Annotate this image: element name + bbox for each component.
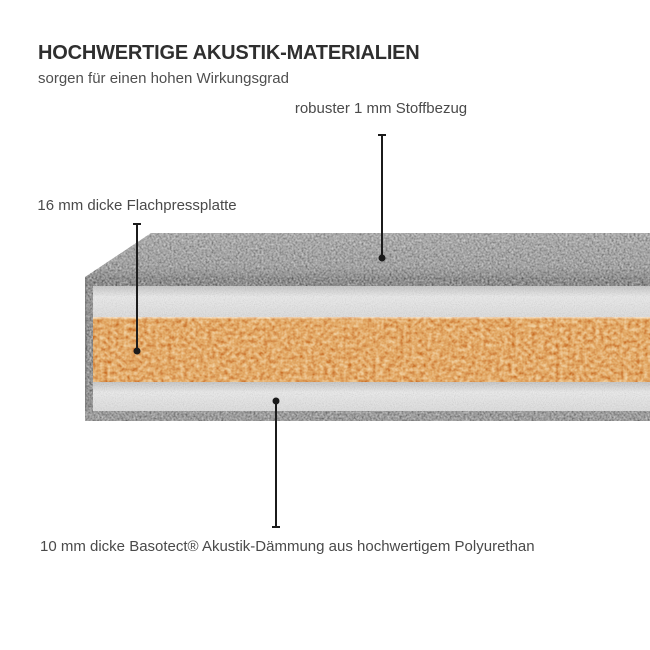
panel-top-face-shading (85, 233, 650, 277)
page-subtitle: sorgen für einen hohen Wirkungsgrad (38, 70, 289, 87)
callout-chipboard: 16 mm dicke Flachpressplatte (37, 197, 237, 214)
panel-side-edge-line (85, 280, 87, 418)
callout-acoustic-foam: 10 mm dicke Basotect® Akustik-Dämmung aus hochwertigem Polyurethan (40, 538, 535, 555)
leader-chipboard-dot (134, 348, 141, 355)
chipboard-core-layer (93, 317, 650, 382)
fabric-front-edge (85, 277, 650, 286)
chipboard-top-highlight (93, 317, 650, 319)
bottom-cover-band (85, 411, 650, 421)
leader-fabric-dot (379, 255, 386, 262)
foam-lower-shading (93, 382, 650, 411)
page-title: HOCHWERTIGE AKUSTIK-MATERIALIEN (38, 42, 420, 64)
foam-upper-shading (93, 286, 650, 317)
callout-fabric-cover: robuster 1 mm Stoffbezug (294, 100, 468, 117)
